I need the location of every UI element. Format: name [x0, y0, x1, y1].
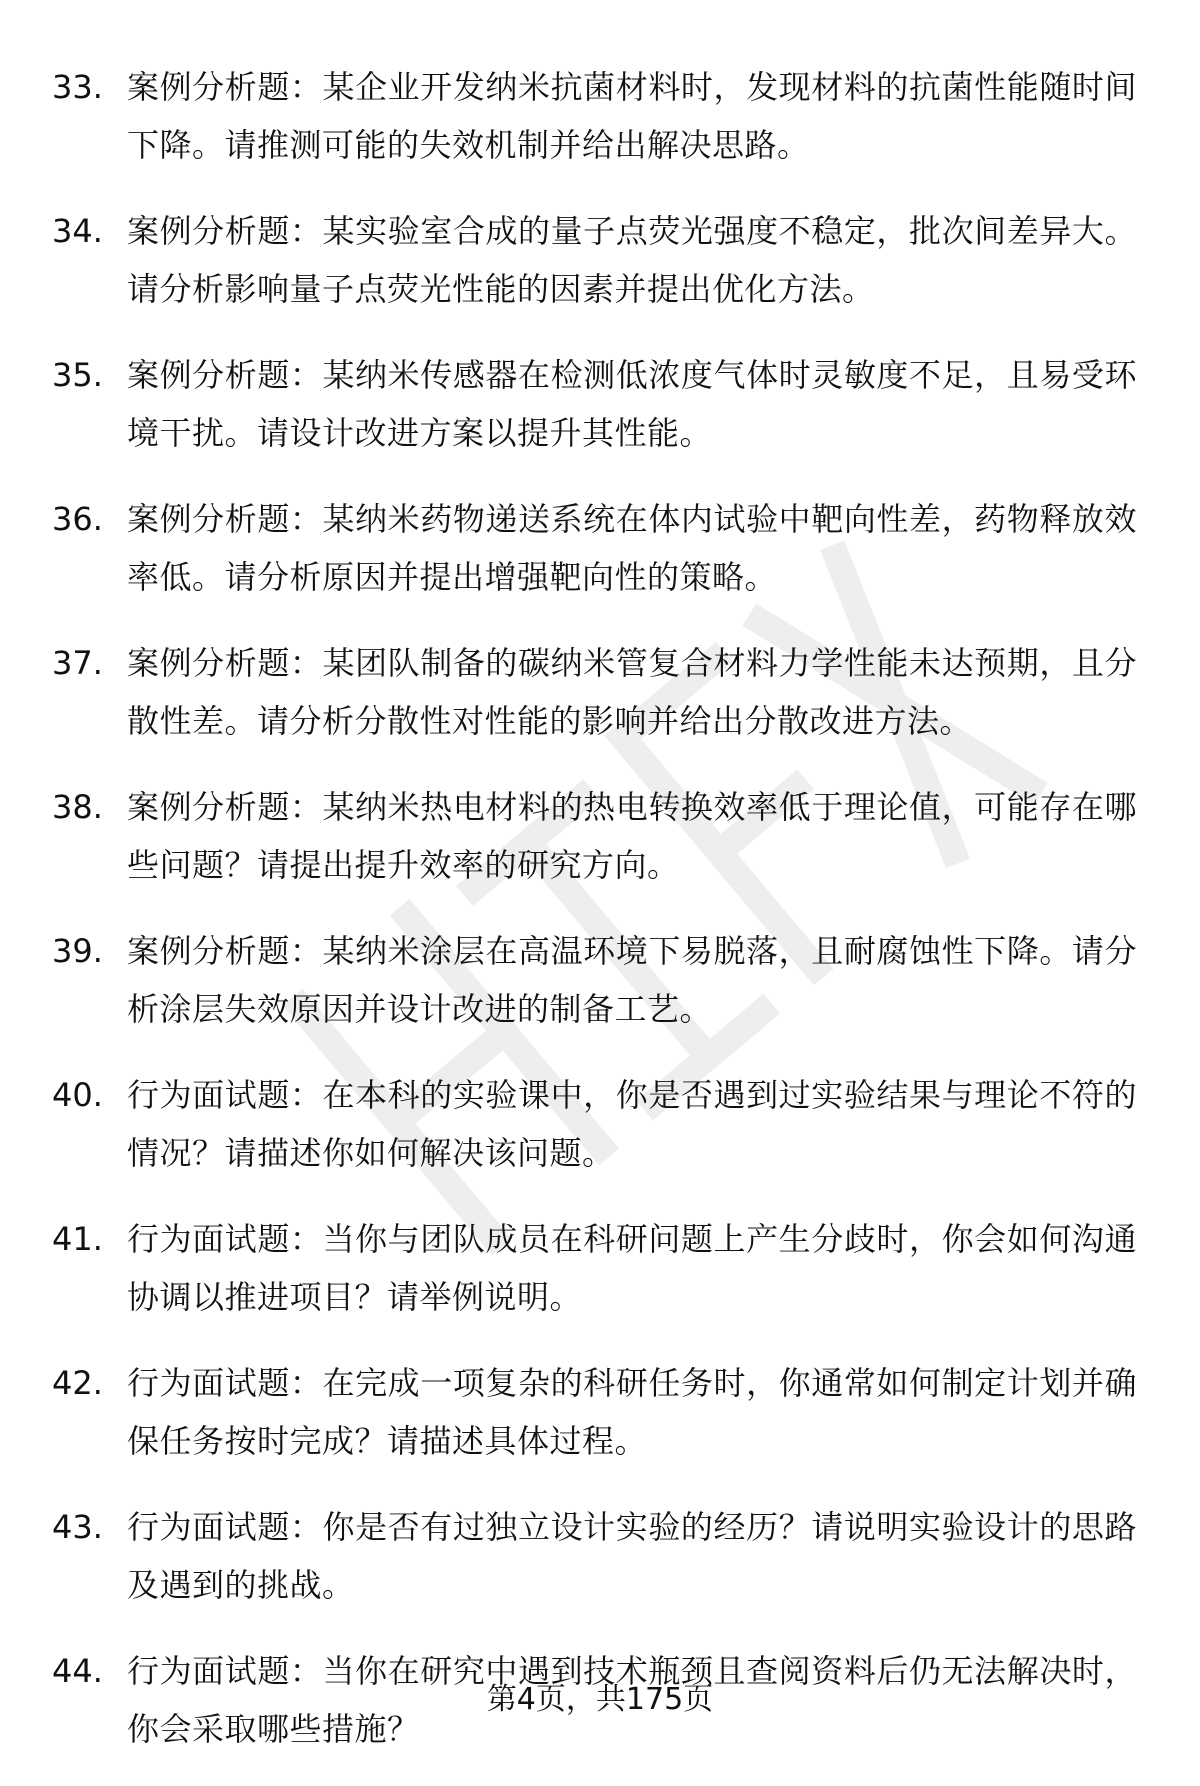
- question-text: 行为面试题：当你在研究中遇到技术瓶颈且查阅资料后仍无法解决时，你会采取哪些措施？: [127, 1652, 1137, 1748]
- question-text: 行为面试题：当你与团队成员在科研问题上产生分歧时，你会如何沟通协调以推进项目？请举例说明。: [127, 1220, 1137, 1316]
- question-text: 案例分析题：某纳米热电材料的热电转换效率低于理论值，可能存在哪些问题？请提出提升效率的研究方向。: [127, 788, 1137, 884]
- question-number: 44.: [52, 1652, 103, 1690]
- question-number: 41.: [52, 1220, 103, 1258]
- question-text: 案例分析题：某实验室合成的量子点荧光强度不稳定，批次间差异大。请分析影响量子点荧光性能的因素并提出优化方法。: [127, 212, 1137, 308]
- question-list: [0, 58, 1200, 1786]
- question-number: 36.: [52, 500, 103, 538]
- question-text: 案例分析题：某纳米涂层在高温环境下易脱落，且耐腐蚀性下降。请分析涂层失效原因并设计改进的制备工艺。: [127, 932, 1137, 1028]
- question-number: 34.: [52, 212, 103, 250]
- page-footer: 第4页，共175页: [486, 1682, 714, 1717]
- question-item: [0, 346, 1200, 462]
- question-number: 40.: [52, 1076, 103, 1114]
- question-text: 行为面试题：在完成一项复杂的科研任务时，你通常如何制定计划并确保任务按时完成？请描述具体过程。: [127, 1364, 1137, 1460]
- question-item: [0, 1498, 1200, 1614]
- question-number: 35.: [52, 356, 103, 394]
- question-item: [0, 922, 1200, 1038]
- question-item: [0, 490, 1200, 606]
- question-number: 43.: [52, 1508, 103, 1546]
- question-item: [0, 202, 1200, 318]
- question-number: 42.: [52, 1364, 103, 1402]
- question-number: 37.: [52, 644, 103, 682]
- question-text: 案例分析题：某企业开发纳米抗菌材料时，发现材料的抗菌性能随时间下降。请推测可能的失效机制并给出解决思路。: [127, 68, 1137, 164]
- question-item: [0, 634, 1200, 750]
- question-text: 案例分析题：某纳米传感器在检测低浓度气体时灵敏度不足，且易受环境干扰。请设计改进方案以提升其性能。: [127, 356, 1137, 452]
- question-text: 行为面试题：在本科的实验课中，你是否遇到过实验结果与理论不符的情况？请描述你如何解决该问题。: [127, 1076, 1137, 1172]
- question-item: [0, 1354, 1200, 1470]
- question-item: [0, 1066, 1200, 1182]
- question-number: 39.: [52, 932, 103, 970]
- question-item: [0, 58, 1200, 174]
- question-number: 33.: [52, 68, 103, 106]
- question-text: 案例分析题：某纳米药物递送系统在体内试验中靶向性差，药物释放效率低。请分析原因并提出增强靶向性的策略。: [127, 500, 1137, 596]
- question-number: 38.: [52, 788, 103, 826]
- question-text: 案例分析题：某团队制备的碳纳米管复合材料力学性能未达预期，且分散性差。请分析分散性对性能的影响并给出分散改进方法。: [127, 644, 1137, 740]
- question-text: 行为面试题：你是否有过独立设计实验的经历？请说明实验设计的思路及遇到的挑战。: [127, 1508, 1137, 1604]
- question-item: [0, 778, 1200, 894]
- question-item: [0, 1210, 1200, 1326]
